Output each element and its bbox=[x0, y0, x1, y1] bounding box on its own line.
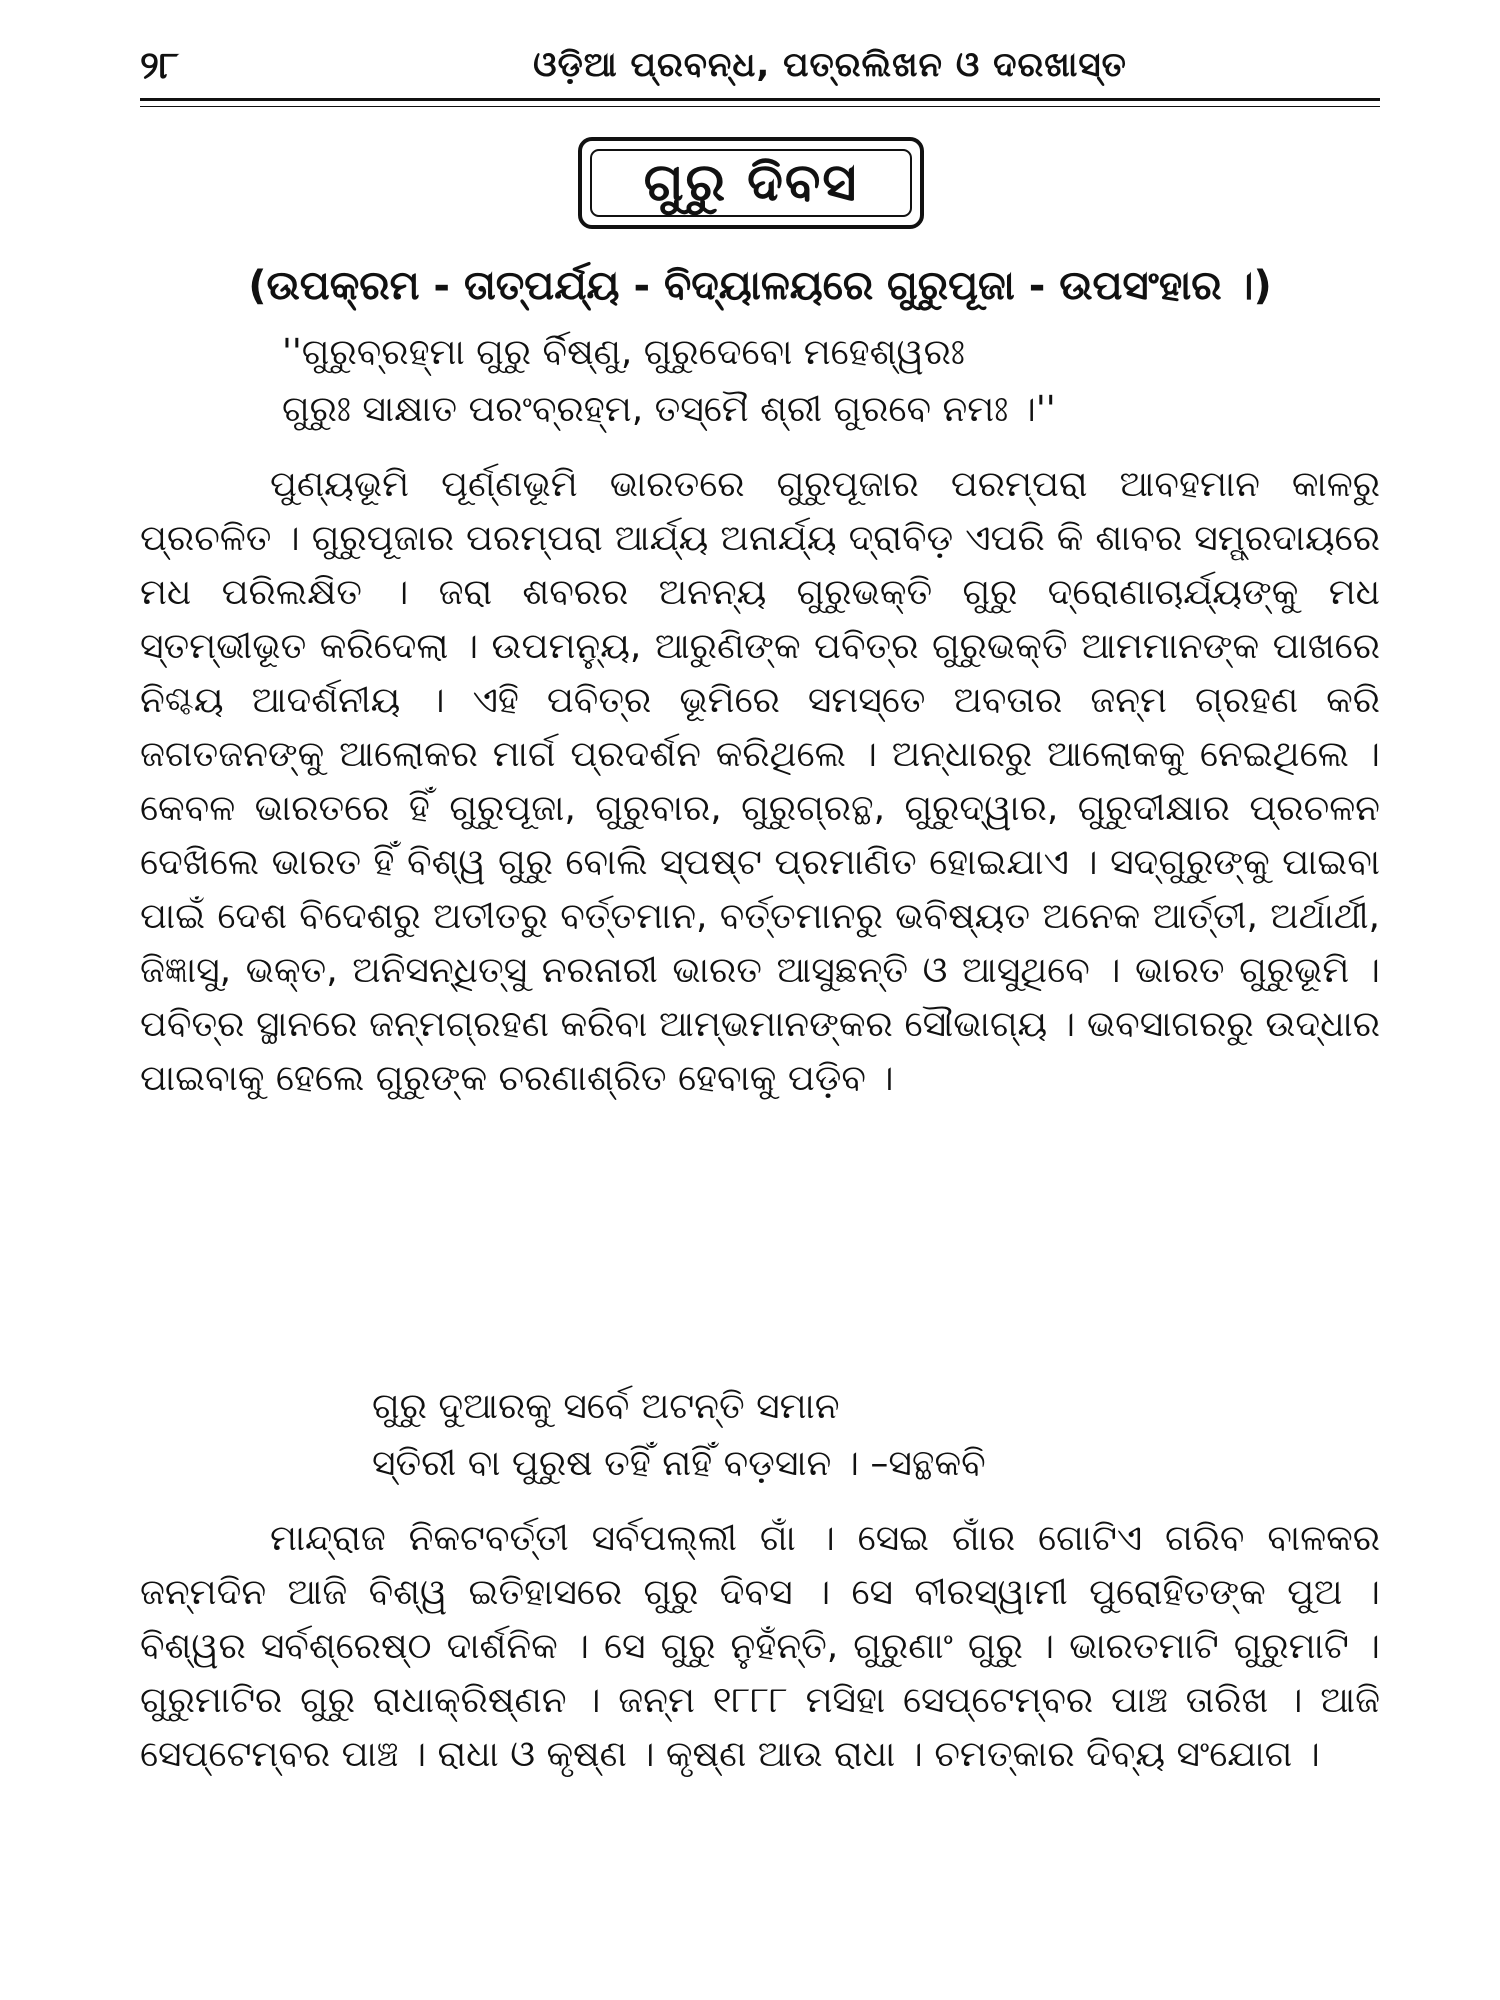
paragraph-2-text: ମାନ୍ଦ୍ରାଜ ନିକଟବର୍ତ୍ତୀ ସର୍ବପଲ୍ଲୀ ଗାଁ । ସେଇ ଗାଁର ଗୋଟିଏ ଗରିବ ବାଳକର ଜନ୍ମଦିନ ଆଜି ବିଶ୍ୱ ଇତିହାସରେ ଗୁରୁ ଦିବସ । ସେ ବୀରସ୍ୱାମୀ ପୁରୋହିତଙ୍କ ପୁଅ । ବିଶ୍ୱର ସର୍ବଶ୍ରେଷ୍ଠ ଦାର୍ଶନିକ । ସେ ଗୁରୁ ନୁହଁନ୍ତି, ଗୁରୁଣାଂ ଗୁରୁ । ଭାରତମାଟି ଗୁରୁମାଟି । ଗୁରୁମାଟିର ଗୁରୁ ରାଧାକ୍ରିଷ୍ଣନ । ଜନ୍ମ ୧୮୮୮ ମସିହା ସେପ୍ଟେମ୍ବର ପାଞ୍ଚ ତାରିଖ । ଆଜି ସେପ୍ଟେମ୍ବର ପାଞ୍ଚ । ରାଧା ଓ କୃଷ୍ଣ । କୃଷ୍ଣ ଆଉ ରାଧା । ଚମତ୍କାର ଦିବ୍ୟ ସଂଯୋଗ । bbox=[140, 1518, 1380, 1775]
essay-outline: (ଉପକ୍ରମ - ତାତ୍ପର୍ଯ୍ୟ - ବିଦ୍ୟାଳୟରେ ଗୁରୁପୂଜା - ଉପସଂହାର ।) bbox=[248, 263, 1272, 309]
header-rule-thin bbox=[140, 106, 1380, 107]
shloka-line-1: ''ଗୁରୁବ୍ରହ୍ମା ଗୁରୁ ର୍ବିଷ୍ଣୁ, ଗୁରୁଦେବୋ ମହେଶ୍ୱରଃ bbox=[282, 332, 965, 373]
shloka-line-2: ଗୁରୁଃ ସାକ୍ଷାତ ପରଂବ୍ରହ୍ମ, ତସ୍ମୈ ଶ୍ରୀ ଗୁରବେ ନମଃ ।'' bbox=[282, 389, 1056, 430]
paragraph-1-text: ପୁଣ୍ୟଭୂମି ପୂର୍ଣ୍ଣଭୂମି ଭାରତରେ ଗୁରୁପୂଜାର ପରମ୍ପରା ଆବହମାନ କାଳରୁ ପ୍ରଚଳିତ । ଗୁରୁପୂଜାର ପରମ୍ପରା ଆର୍ଯ୍ୟ ଅନାର୍ଯ୍ୟ ଦ୍ରାବିଡ଼ ଏପରି କି ଶାବର ସମ୍ପ୍ରଦାୟରେ ମଧ ପରିଲକ୍ଷିତ । ଜରା ଶବରର ଅନନ୍ୟ ଗୁରୁଭକ୍ତି ଗୁରୁ ଦ୍ରୋଣାଚାର୍ଯ୍ୟଙ୍କୁ ମଧ ସ୍ତମ୍ଭୀଭୂତ କରିଦେଲା । ଉପମନ୍ୟୁ, ଆରୁଣିଙ୍କ ପବିତ୍ର ଗୁରୁଭକ୍ତି ଆମମାନଙ୍କ ପାଖରେ ନିଶ୍ଚୟ ଆଦର୍ଶନୀୟ । ଏହି ପବିତ୍ର ଭୂମିରେ ସମସ୍ତେ ଅବତାର ଜନ୍ମ ଗ୍ରହଣ କରି ଜଗତଜନଙ୍କୁ ଆଲୋକର ମାର୍ଗ ପ୍ରଦର୍ଶନ କରିଥିଲେ । ଅନ୍ଧାରରୁ ଆଲୋକକୁ ନେଇଥିଲେ । କେବଳ ଭାରତରେ ହିଁ ଗୁରୁପୂଜା, ଗୁରୁବାର, ଗୁରୁଗ୍ରନ୍ଥ, ଗୁରୁଦ୍ୱାର, ଗୁରୁଦୀକ୍ଷାର ପ୍ରଚଳନ ଦେଖିଲେ ଭାରତ ହିଁ ବିଶ୍ୱ ଗୁରୁ ବୋଲି ସ୍ପଷ୍ଟ ପ୍ରମାଣିତ ହୋଇଯାଏ । ସଦ୍‌ଗୁରୁଙ୍କୁ ପାଇବା ପାଇଁ ଦେଶ ବିଦେଶରୁ ଅତୀତରୁ ବର୍ତ୍ତମାନ, ବର୍ତ୍ତମାନରୁ ଭବିଷ୍ୟତ ଅନେକ ଆର୍ତ୍ତୀ, ଅର୍ଥାର୍ଥୀ, ଜିଜ୍ଞାସୁ, ଭକ୍ତ, ଅନିସନ୍ଧିତ୍ସୁ ନରନାରୀ ଭାରତ ଆସୁଛନ୍ତି ଓ ଆସୁଥିବେ । ଭାରତ ଗୁରୁଭୂମି । ପବିତ୍ର ସ୍ଥାନରେ ଜନ୍ମଗ୍ରହଣ କରିବା ଆମ୍ଭମାନଙ୍କର ସୌଭାଗ୍ୟ । ଭବସାଗରରୁ ଉଦ୍ଧାର ପାଇବାକୁ ହେଲେ ଗୁରୁଙ୍କ ଚରଣାଶ୍ରିତ ହେବାକୁ ପଡ଼ିବ । bbox=[140, 464, 1380, 1099]
couplet-line-1: ଗୁରୁ ଦୁଆରକୁ ସର୍ବେ ଅଟନ୍ତି ସମାନ bbox=[372, 1386, 840, 1427]
couplet-line-2: ସ୍ତିରୀ ବା ପୁରୁଷ ତହିଁ ନାହିଁ ବଡ଼ସାନ । –ସନ୍ଥକବି bbox=[372, 1443, 986, 1484]
book-title: ଓଡ଼ିଆ ପ୍ରବନ୍ଧ, ପତ୍ରଲିଖନ ଓ ଦରଖାସ୍ତ bbox=[533, 45, 1127, 85]
body-paragraph-1 bbox=[140, 458, 1380, 1106]
page-number: ୨୮ bbox=[140, 43, 179, 87]
body-paragraph-2 bbox=[140, 1512, 1380, 1782]
essay-title-box bbox=[578, 137, 924, 229]
essay-title: ଗୁରୁ ଦିବସ bbox=[590, 149, 912, 217]
running-head bbox=[140, 40, 1380, 90]
header-rule-thick bbox=[140, 98, 1380, 101]
